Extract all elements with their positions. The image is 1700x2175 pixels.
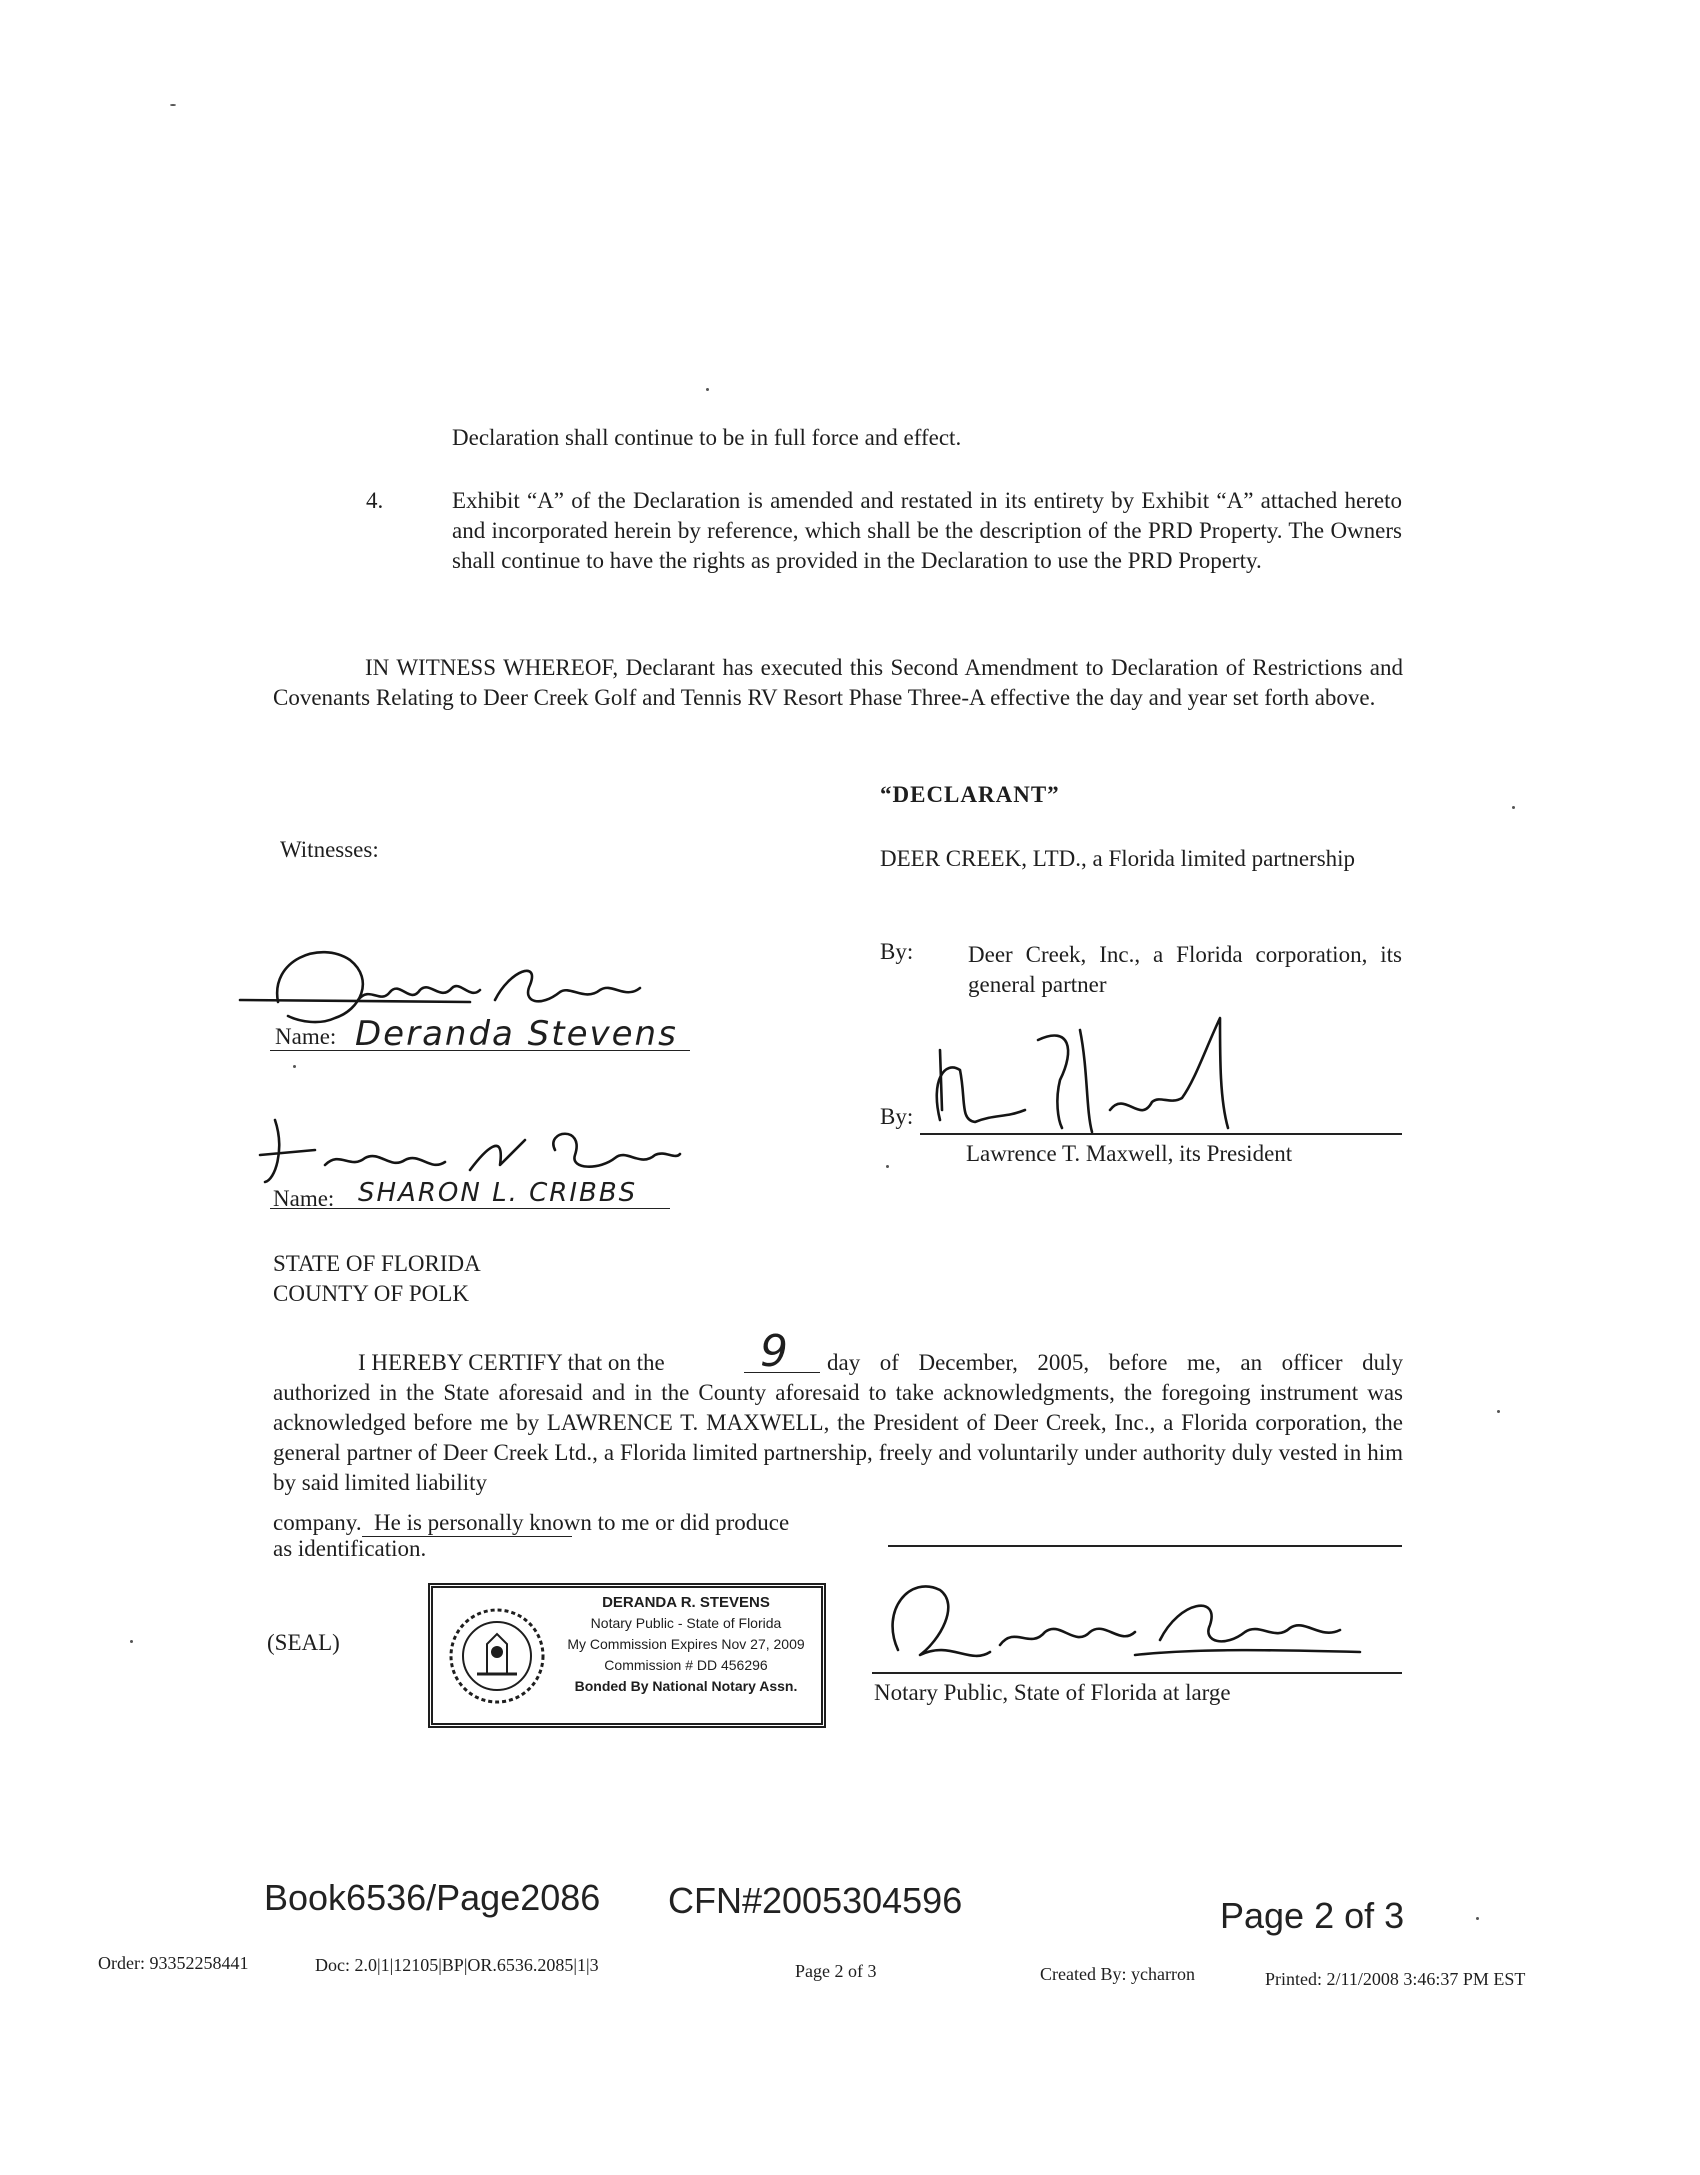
witness1-name-label: Name: (275, 1024, 337, 1049)
item-number: 4. (366, 488, 384, 513)
certify-day-month: day of December, 2005, before me, an officer duly (827, 1350, 1403, 1375)
footer-doc: Doc: 2.0|1|12105|BP|OR.6536.2085|1|3 (315, 1955, 599, 1975)
county-line: COUNTY OF POLK (273, 1281, 469, 1306)
state-line: STATE OF FLORIDA (273, 1251, 481, 1276)
footer-printed: Printed: 2/11/2008 3:46:37 PM EST (1265, 1969, 1526, 1989)
recording-page-of: Page 2 of 3 (1220, 1895, 1405, 1936)
scan-speck (886, 1165, 889, 1168)
scan-speck (1497, 1410, 1500, 1413)
witness2-printed-name: SHARON L. CRIBBS (358, 1178, 638, 1208)
witnesses-label: Witnesses: (280, 837, 379, 862)
certify-opening: I HEREBY CERTIFY that on the (358, 1350, 665, 1375)
scan-speck (1476, 1917, 1479, 1920)
certify-day: 9 (760, 1326, 790, 1377)
stamp-name: DERANDA R. STEVENS (602, 1594, 770, 1611)
scan-speck (130, 1640, 133, 1643)
by-label-2: By: (880, 1104, 914, 1129)
declarant-entity: DEER CREEK, LTD., a Florida limited partnership (880, 846, 1356, 871)
witness1-printed-name: Deranda Stevens (355, 1014, 678, 1054)
scan-speck (293, 1065, 296, 1068)
item-4-paragraph: Exhibit “A” of the Declaration is amended and restated in its entirety by Exhibit “A” attached hereto and incorporated herein by reference, which shall be the description of the PRD Property. The Owners shall continue to have the rights as provided in the Declaration to use the PRD Property. (452, 488, 1402, 573)
notary-stamp (428, 1583, 826, 1728)
witness-clause: IN WITNESS WHEREOF, Declarant has executed this Second Amendment to Declaration of Restrictions and Covenants Relating to Deer Creek Golf and Tennis RV Resort Phase Three-A effective the day and year set forth above. (273, 655, 1403, 710)
certify-company: company. (273, 1510, 362, 1535)
by-label: By: (880, 939, 914, 964)
footer-created-by: Created By: ycharron (1040, 1964, 1195, 1984)
notary-caption: Notary Public, State of Florida at large (874, 1680, 1231, 1705)
scan-speck (170, 104, 176, 106)
certify-body: authorized in the State aforesaid and in the County aforesaid to take acknowledgments, the foregoing instrument was acknowledged before me by LAWRENCE T. MAXWELL, the President of Deer Creek, Inc., a Florida corporation, the general partner of Deer Creek Ltd., a Florida limited partnership, freely and voluntarily under authority duly vested in him by said limited liability (273, 1380, 1403, 1495)
identification-blank (888, 1545, 1402, 1547)
notary-seal-emblem (447, 1606, 547, 1706)
notary-signature (880, 1570, 1360, 1680)
scan-speck (706, 388, 709, 391)
certify-known: He is personally known to me or did produce (374, 1510, 790, 1535)
stamp-line2: My Commission Expires Nov 27, 2009 (567, 1636, 805, 1652)
continued-line: Declaration shall continue to be in full force and effect. (452, 425, 962, 450)
stamp-line3: Commission # DD 456296 (604, 1657, 768, 1673)
footer-order: Order: 93352258441 (98, 1953, 249, 1973)
witness2-name-label: Name: (273, 1186, 335, 1211)
book-page: Book6536/Page2086 (264, 1877, 601, 1918)
general-partner: Deer Creek, Inc., a Florida corporation, its general partner (968, 942, 1402, 997)
scan-speck (1512, 806, 1515, 809)
signer-title: Lawrence T. Maxwell, its President (966, 1141, 1293, 1166)
notary-signature-line (872, 1672, 1402, 1674)
seal-label: (SEAL) (267, 1630, 340, 1655)
stamp-line4: Bonded By National Notary Assn. (574, 1678, 798, 1694)
stamp-line1: Notary Public - State of Florida (590, 1615, 782, 1631)
as-identification: as identification. (273, 1536, 427, 1561)
declarant-heading: “DECLARANT” (880, 782, 1060, 807)
cfn-number: CFN#2005304596 (668, 1880, 963, 1921)
footer-page: Page 2 of 3 (795, 1961, 877, 1981)
president-signature (920, 1010, 1300, 1140)
